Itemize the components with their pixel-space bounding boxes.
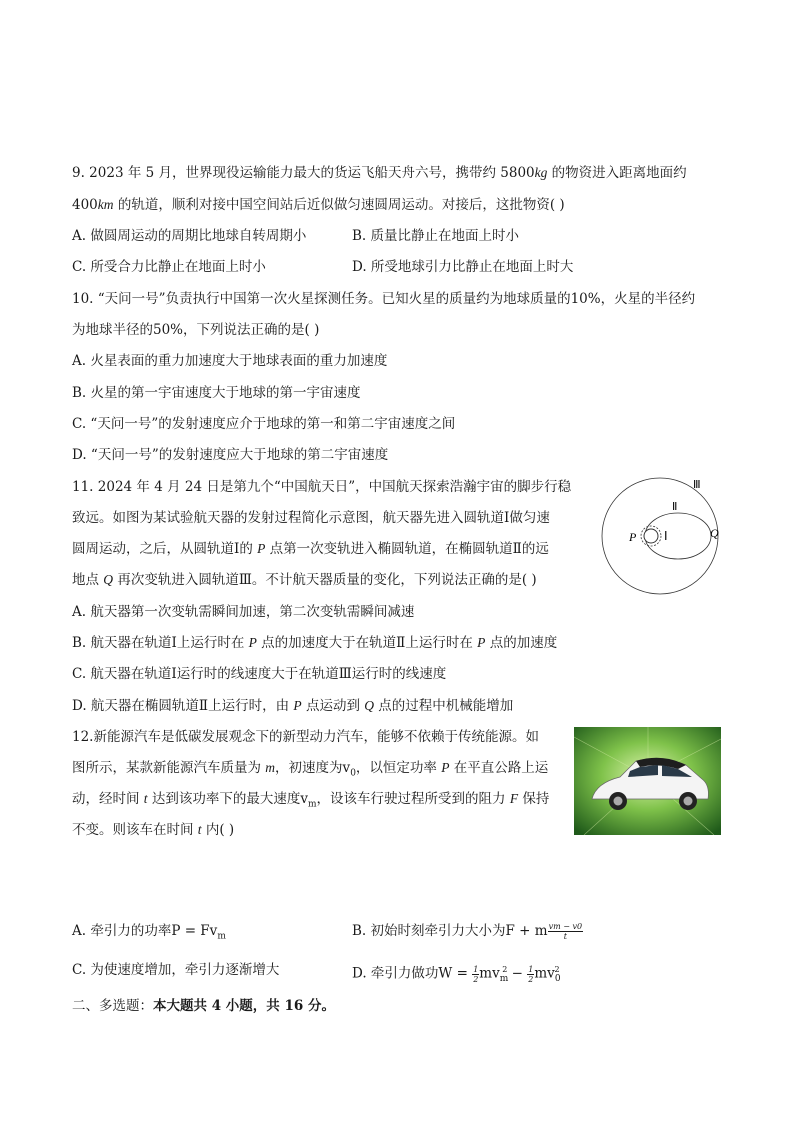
q10-stem-line1: 10. “天问一号”负责执行中国第一次火星探测任务。已知火星的质量约为地球质量的10%，火星的半径约 — [72, 291, 696, 307]
q9-option-d[interactable]: D. 所受地球引力比静止在地面上时大 — [352, 259, 574, 275]
fraction-half-2: $\frac{1}{2}$ — [528, 964, 534, 984]
q10-option-c[interactable]: C. “天问一号”的发射速度应介于地球的第一和第二宇宙速度之间 — [72, 416, 456, 432]
point-q-label: Q — [710, 526, 719, 540]
q11-option-a[interactable]: A. 航天器第一次变轨需瞬间加速，第二次变轨需瞬间减速 — [72, 604, 415, 620]
q9-option-a[interactable]: A. 做圆周运动的周期比地球自转周期小 — [72, 228, 307, 244]
fraction-half-1: $\frac{1}{2}$ — [473, 964, 479, 984]
q11-option-b[interactable]: B. 航天器在轨道Ⅰ上运行时在 P 点的加速度大于在轨道Ⅱ上运行时在 P 点的加速度 — [72, 635, 558, 651]
q12-option-d[interactable]: D. 牵引力做功W = $\frac{1}{2}$ $mv_m^2$ − $\frac{1}{2}$ $mv_0^2$ — [352, 964, 561, 985]
q11-stem-line1: 11. 2024 年 4 月 24 日是第九个“中国航天日”，中国航天探索浩瀚宇宙的脚步行稳 — [72, 479, 572, 495]
fraction: $\frac{vm - v0}{t}$ — [548, 922, 583, 941]
q9-stem-line2: 400km 的轨道，顺利对接中国空间站后近似做匀速圆周运动。对接后，这批物资( ) — [72, 197, 565, 213]
q11-stem-line3: 圆周运动，之后，从圆轨道Ⅰ的 P 点第一次变轨进入椭圆轨道，在椭圆轨道Ⅱ的远 — [72, 541, 549, 557]
q12-stem-line2: 图所示，某款新能源汽车质量为 m，初速度为$v_0$，以恒定功率 P 在平直公路上运 — [72, 760, 549, 779]
q10-option-b[interactable]: B. 火星的第一宇宙速度大于地球的第一宇宙速度 — [72, 385, 361, 401]
q9-option-c[interactable]: C. 所受合力比静止在地面上时小 — [72, 259, 266, 275]
orbit-diagram — [598, 474, 728, 604]
q12-stem-line1: 12.新能源汽车是低碳发展观念下的新型动力汽车，能够不依赖于传统能源。如 — [72, 729, 539, 745]
orbit-1-label: Ⅰ — [664, 529, 668, 543]
car-photo — [574, 727, 721, 835]
q11-stem-line2: 致远。如图为某试验航天器的发射过程简化示意图，航天器先进入圆轨道Ⅰ做匀速 — [72, 510, 550, 526]
q9-option-b[interactable]: B. 质量比静止在地面上时小 — [352, 228, 520, 244]
orbit-3-label: Ⅲ — [693, 479, 701, 491]
q11-stem-line4: 地点 Q 再次变轨进入圆轨道Ⅲ。不计航天器质量的变化，下列说法正确的是( ) — [72, 572, 537, 588]
q11-option-d[interactable]: D. 航天器在椭圆轨道Ⅱ上运行时，由 P 点运动到 Q 点的过程中机械能增加 — [72, 698, 514, 714]
q12-option-c[interactable]: C. 为使速度增加，牵引力逐渐增大 — [72, 962, 280, 978]
point-p-label: P — [629, 530, 637, 544]
q10-option-a[interactable]: A. 火星表面的重力加速度大于地球表面的重力加速度 — [72, 353, 388, 369]
orbit-2-label: Ⅱ — [672, 501, 678, 513]
q12-option-b[interactable]: B. 初始时刻牵引力大小为F + m $\frac{vm - v0}{t}$ — [352, 922, 583, 941]
q12-option-a[interactable]: A. 牵引力的功率$P = Fv_m$ — [72, 923, 226, 942]
q10-stem-line2: 为地球半径的50%，下列说法正确的是( ) — [72, 322, 320, 338]
orbit-3-circle — [602, 478, 718, 594]
section-header: 二、多选题：本大题共 4 小题，共 16 分。 — [72, 998, 335, 1014]
earth-icon — [644, 529, 658, 543]
q12-stem-line3: 动，经时间 t 达到该功率下的最大速度$v_m$，设该车行驶过程所受到的阻力 F 保持 — [72, 791, 550, 810]
q12-stem-line4: 不变。则该车在时间 t 内( ) — [72, 822, 235, 838]
q11-option-c[interactable]: C. 航天器在轨道Ⅰ运行时的线速度大于在轨道Ⅲ运行时的线速度 — [72, 666, 447, 682]
q10-option-d[interactable]: D. “天问一号”的发射速度应大于地球的第二宇宙速度 — [72, 447, 389, 463]
q9-stem-line1: 9. 2023 年 5 月，世界现役运输能力最大的货运飞船天舟六号，携带约 5800kg 的物资进入距离地面约 — [72, 165, 687, 181]
